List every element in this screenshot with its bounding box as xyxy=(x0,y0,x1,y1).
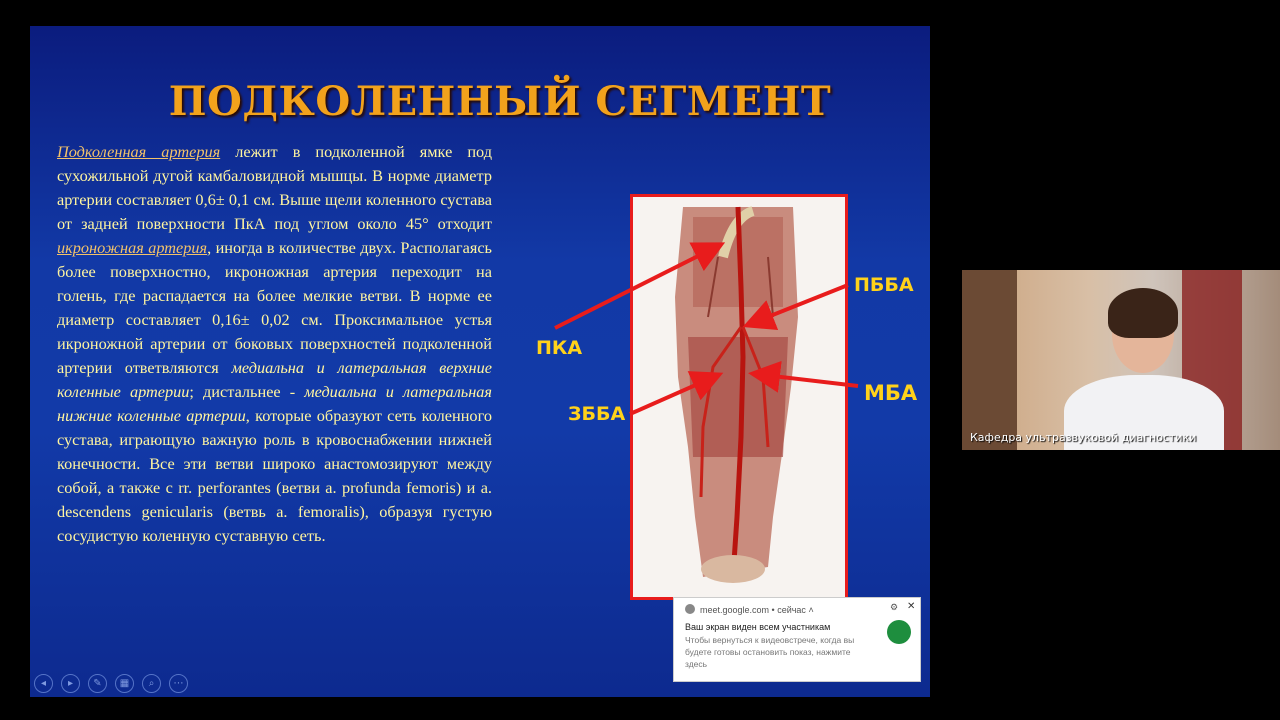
slide-title: ПОДКОЛЕННЫЙ СЕГМЕНТ xyxy=(168,78,832,125)
screen-share-notification[interactable] xyxy=(673,597,921,682)
term-lower-genicular: медиальна и латеральная нижние коленные артерии xyxy=(57,382,492,425)
label-mba: МБА xyxy=(864,381,918,405)
slides-icon[interactable]: ▦ xyxy=(115,674,134,693)
term-popliteal-artery: Подколенная артерия xyxy=(57,142,221,161)
close-icon[interactable]: ✕ xyxy=(907,601,916,612)
notification-heading: Ваш экран виден всем участникам xyxy=(685,622,831,632)
text-fragment: , которые образуют сеть коленного сустава, играющую важную роль в кровоснабжении нижней конечности. Все эти ветви широко анастомозируют между собой, а также с rr. perforantes (ветви a. profunda femoris) и a. descendens genicularis (ветвь a. femoralis), образуя густую сосудистую коленную суставную сеть. xyxy=(57,406,492,545)
participant-video[interactable] xyxy=(962,270,1280,450)
label-pka: ПКА xyxy=(536,337,583,359)
more-icon[interactable]: ⋯ xyxy=(169,674,188,693)
zoom-icon[interactable]: ⌕ xyxy=(142,674,161,693)
bookshelf xyxy=(962,270,1017,450)
meet-icon xyxy=(887,620,911,644)
prev-icon[interactable]: ◂ xyxy=(34,674,53,693)
notification-body: Чтобы вернуться к видеовстрече, когда вы будете готовы остановить показ, нажмите здесь xyxy=(685,635,855,669)
pen-icon[interactable]: ✎ xyxy=(88,674,107,693)
slideshow-controls xyxy=(34,674,188,693)
notification-domain: meet.google.com xyxy=(700,605,770,615)
term-sural-artery: икроножная артерия xyxy=(57,238,208,257)
text-fragment: ; дистальнее - xyxy=(189,382,305,401)
anatomy-figure xyxy=(630,194,848,600)
term-upper-genicular: медиальна и латеральная верхние коленные артерии xyxy=(57,358,492,401)
participant-name: Кафедра ультразвуковой диагностики xyxy=(970,431,1197,444)
leg-illustration xyxy=(633,197,845,597)
chrome-icon xyxy=(685,604,695,614)
text-fragment: , иногда в количестве двух. Располагаясь более поверхностно, икроножная артерия переходит на голень, где распадается на более мелкие ветви. В норме ее диаметр составляет 0,16± 0,02 см. Проксимальное устья икроножной артерии от боковых поверхностей подколенной артерии ответвляются xyxy=(57,238,492,377)
gear-icon[interactable]: ⚙ xyxy=(890,602,899,612)
next-icon[interactable]: ▸ xyxy=(61,674,80,693)
text-fragment: лежит в подколенной ямке под сухожильной дугой камбаловидной мышцы. В норме диаметр артерии составляет 0,6± 0,1 см. Выше щели коленного сустава от задней поверхности ПкА под углом около 45° отходит xyxy=(57,142,492,233)
notification-time: сейчас xyxy=(777,605,806,615)
notification-source: meet.google.com • сейчас ˄ xyxy=(700,605,814,615)
label-pbba: ПББА xyxy=(854,274,914,296)
participant-hair xyxy=(1108,288,1178,338)
label-zbba: ЗББА xyxy=(568,403,626,425)
slide-body-text xyxy=(57,140,492,548)
